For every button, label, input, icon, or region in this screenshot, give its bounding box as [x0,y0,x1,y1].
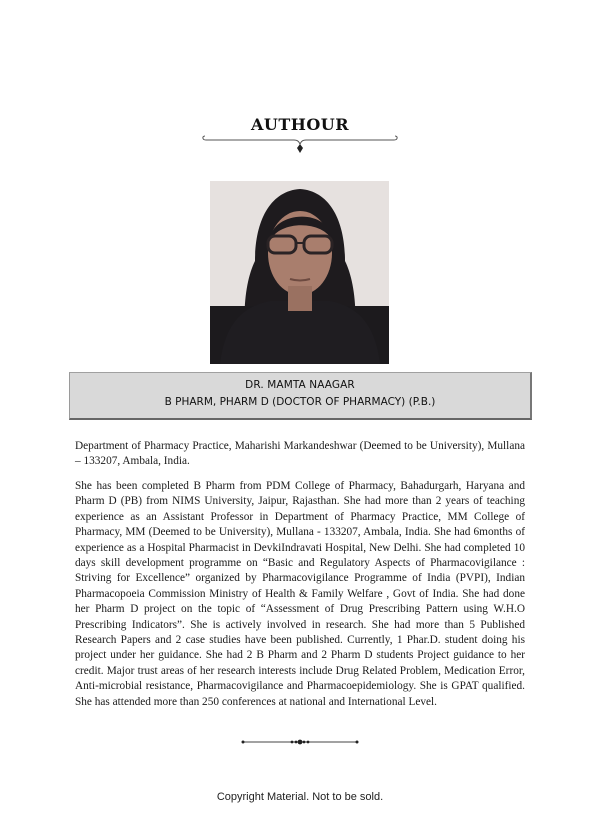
copyright-notice: Copyright Material. Not to be sold. [216,791,384,803]
author-name: DR. MAMTA NAAGAR [245,379,355,391]
author-affiliation: Department of Pharmacy Practice, Maharishi Markandeshwar (Deemed to be University), Mullana – 133207, Ambala, India. [75,440,525,468]
closing-divider-ornament [240,736,360,748]
author-portrait-image [210,181,389,364]
author-name-box [69,372,532,420]
page-heading: AUTHOUR [250,115,350,134]
author-biography: She has been completed B Pharm from PDM College of Pharmacy, Bahadurgarh, Haryana and Pharm D (PB) from NIMS University, Jaipur, Rajasthan. She had more than 2 years of teaching experience as an Assistant Professor in Department of Pharmacy Practice, MM College of Pharmacy, MM (Deemed to be University), Mullana - 133207, Ambala, India. She had 6months of experience as a Hospital Pharmacist in DevkiIndravati Hospital, New Delhi. She had completed 10 days skill development programme on “Basic and Regulatory Aspects of Pharmacovigilance : Striving for Excellence” organized by Pharmacovigilance Programme of India (PVPI), Indian Pharmacopoeia Commission Ministry of Health & Family Welfare , Govt of India. She had done her Pharm D project on the topic of “Assessment of Drug Prescribing Pattern using W.H.O Prescribing Indicators”. She is actively involved in research. She had more than 5 Published Research Papers and 2 case studies have been published. Currently, 1 Phar.D. student doing his project under her guidance. She had 2 B Pharm and 2 Pharm D students Project guidance to her credit. Major trust areas of her research interests include Drug Related Problem, Medication Error, Anti-microbial resistance, Pharmacovigilance and Pharmacoepidemiology. She is GPAT qualified. She has attended more than 250 conferences at national and International Level. [75,480,525,708]
author-qualification: B PHARM, PHARM D (DOCTOR OF PHARMACY) (P.B.) [164,396,436,408]
author-photo [210,181,389,364]
heading-divider-ornament [200,134,400,156]
